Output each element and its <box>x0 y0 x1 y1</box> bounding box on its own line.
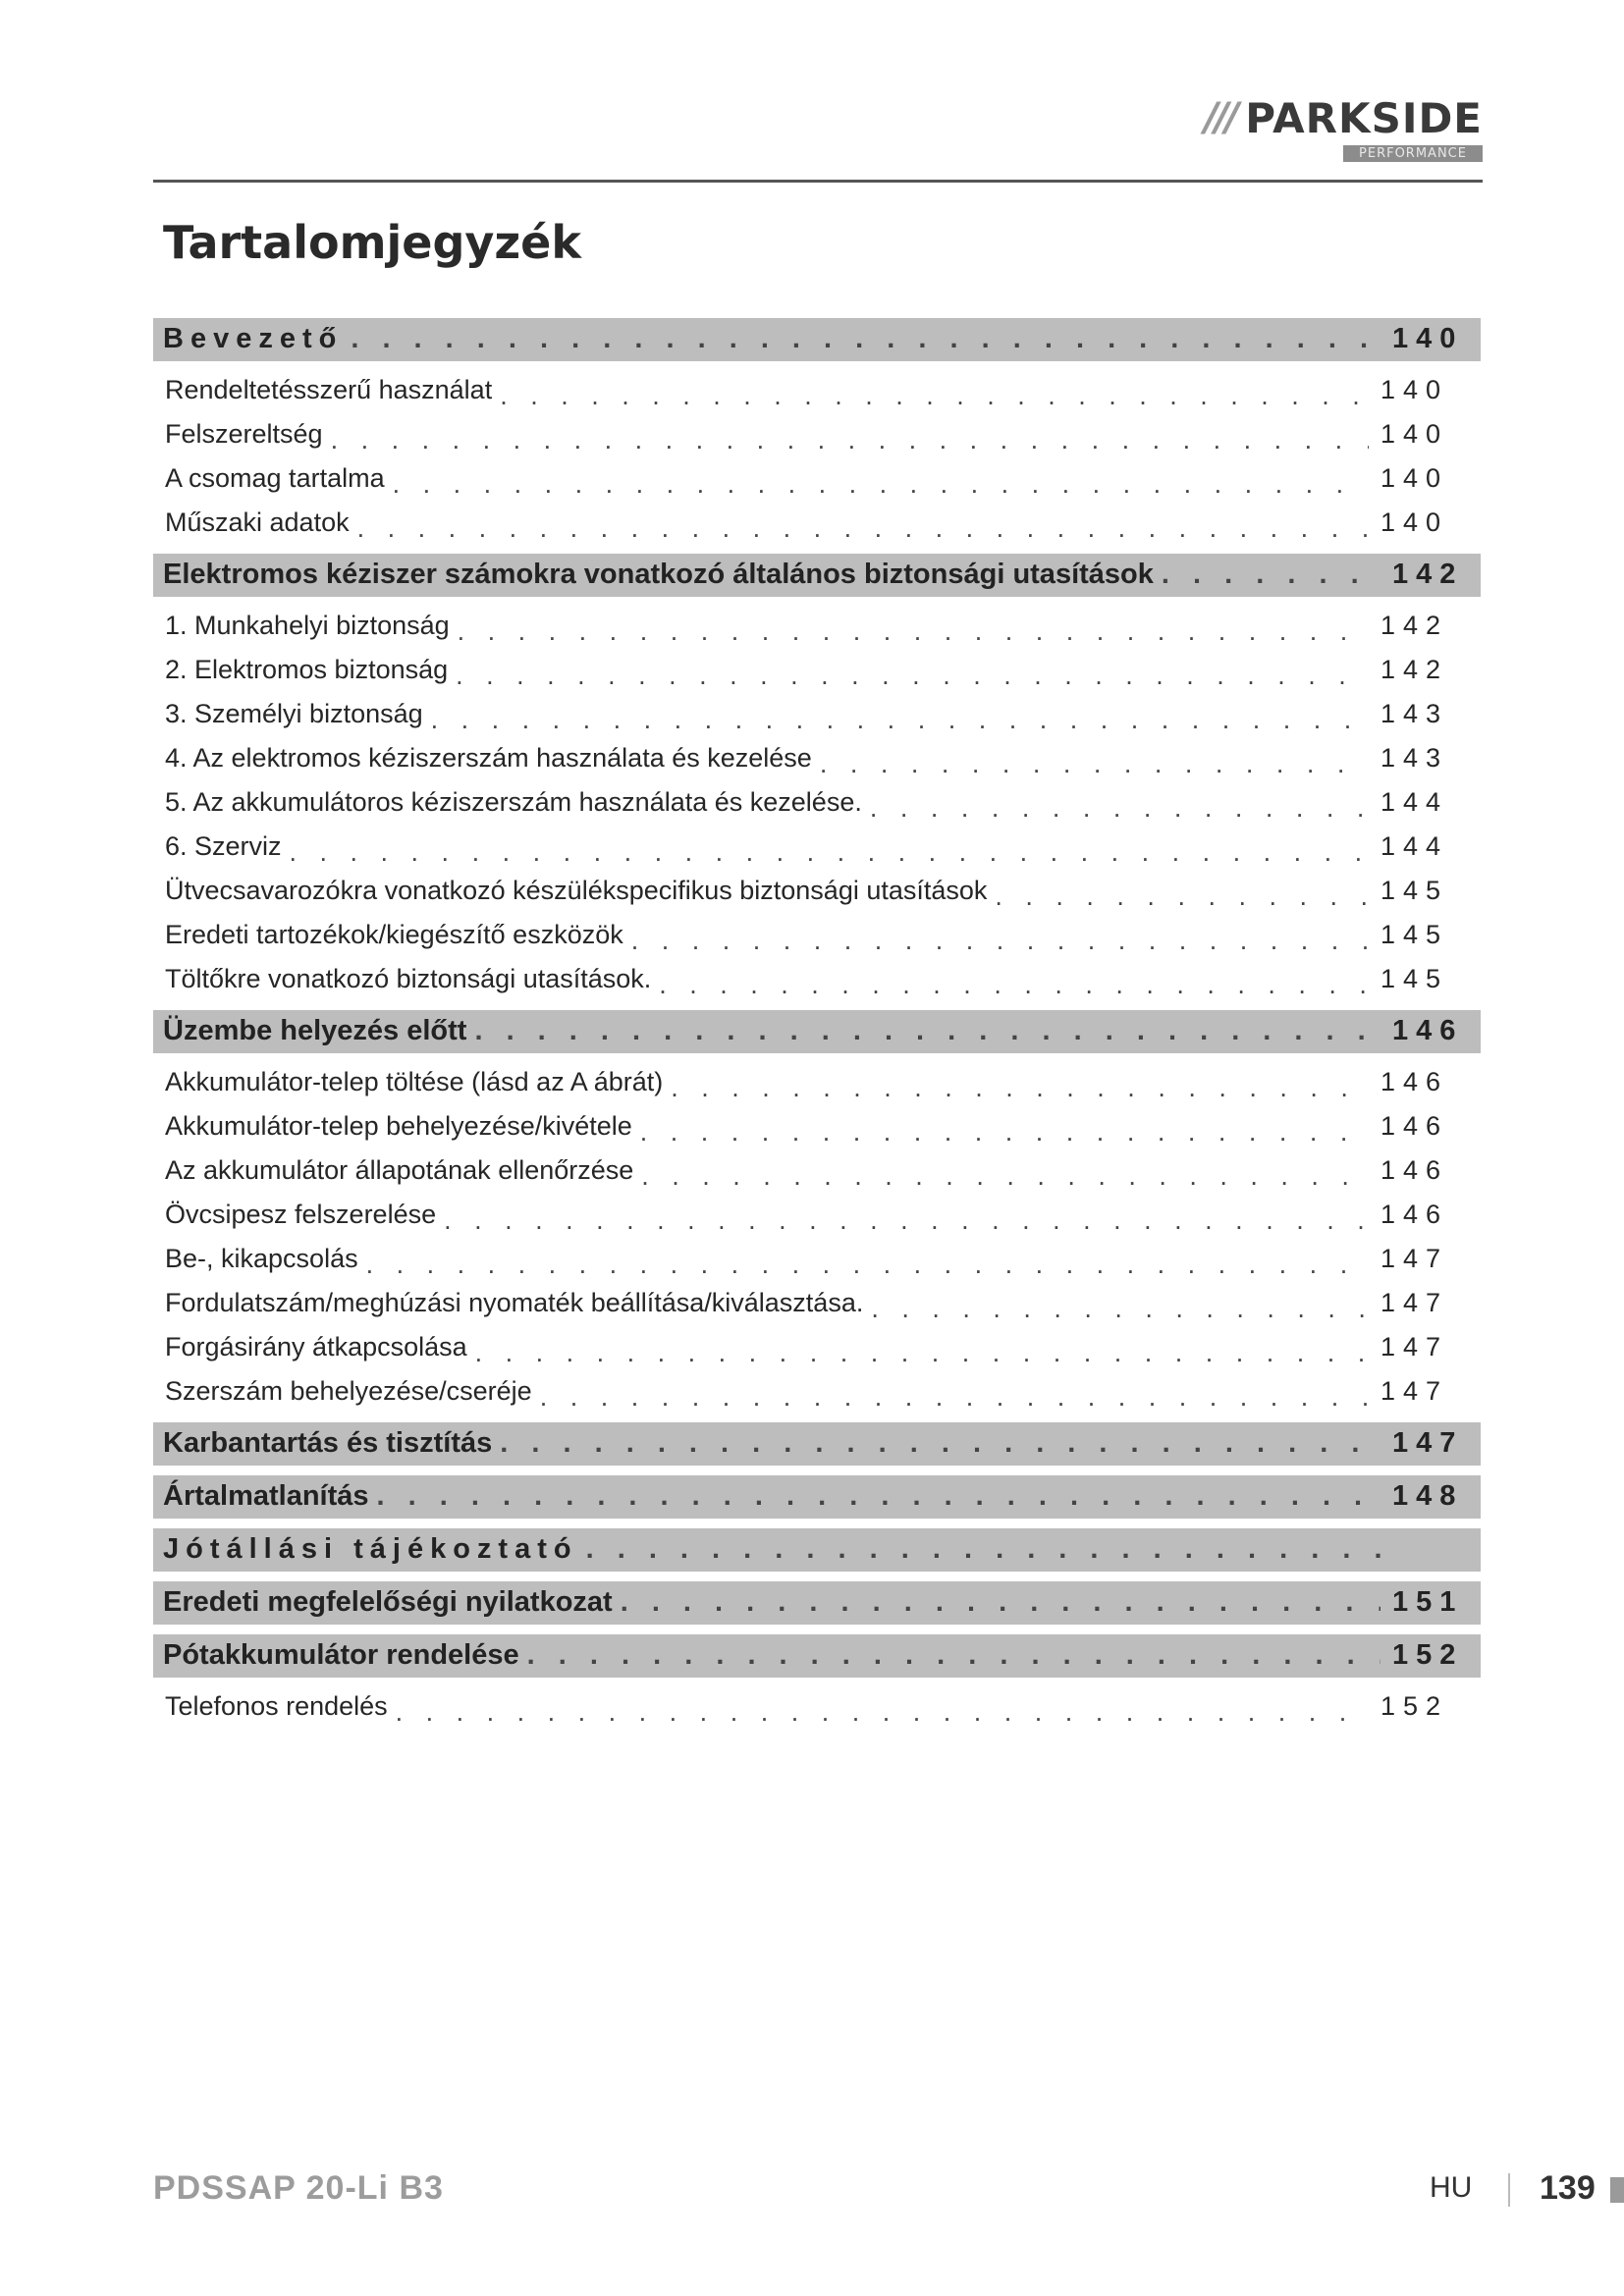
dot-leader <box>323 425 1369 455</box>
toc-entry-title: Karbantartás és tisztítás <box>163 1427 493 1459</box>
dot-leader <box>987 881 1369 912</box>
toc-entry-page: 145 <box>1380 920 1449 949</box>
toc-entry-page: 146 <box>1380 1200 1449 1229</box>
toc-item[interactable] <box>153 367 1489 411</box>
toc-entry-title: Szerszám behelyezése/cseréje <box>165 1376 532 1406</box>
toc-section[interactable] <box>153 1420 1481 1466</box>
toc-entry-title: Övcsipesz felszerelése <box>165 1200 437 1229</box>
toc-entry-page: 146 <box>1380 1111 1449 1141</box>
dot-leader <box>385 469 1369 500</box>
dot-leader <box>633 1161 1369 1192</box>
toc-entry-page: 148 <box>1392 1480 1464 1512</box>
toc-entry-title: 6. Szerviz <box>165 831 282 861</box>
toc-entry-page: 144 <box>1380 787 1449 817</box>
dot-leader <box>450 616 1369 647</box>
toc-entry-page: 143 <box>1380 699 1449 728</box>
toc-entry-page: 140 <box>1380 419 1449 449</box>
toc-section[interactable] <box>153 1579 1481 1625</box>
toc-section[interactable] <box>153 1526 1481 1572</box>
dot-leader <box>812 749 1369 779</box>
toc-item[interactable] <box>153 1324 1489 1368</box>
toc-item[interactable] <box>153 500 1489 544</box>
toc-entry-page: 142 <box>1380 611 1449 640</box>
toc-item[interactable] <box>153 779 1489 824</box>
toc-entry-page: 142 <box>1380 655 1449 684</box>
dot-leader <box>632 1117 1369 1148</box>
toc-entry-title: Telefonos rendelés <box>165 1691 388 1721</box>
dot-leader <box>343 323 1380 361</box>
toc-item[interactable] <box>153 1683 1489 1728</box>
toc-entry-page: 142 <box>1392 559 1464 590</box>
toc-entry-page: 143 <box>1380 743 1449 773</box>
toc-entry-title: Rendeltetésszerű használat <box>165 375 493 404</box>
page-number: 139 <box>1540 2169 1596 2207</box>
dot-leader <box>282 837 1369 868</box>
toc-item[interactable] <box>153 603 1489 647</box>
toc-entry-page: 146 <box>1380 1155 1449 1185</box>
dot-leader <box>863 1294 1369 1324</box>
toc-section[interactable] <box>153 1632 1481 1678</box>
header-divider <box>153 180 1483 183</box>
toc-entry-title: Az akkumulátor állapotának ellenőrzése <box>165 1155 634 1185</box>
toc-item[interactable] <box>153 868 1489 912</box>
toc-entry-title: 5. Az akkumulátoros kéziszerszám használata és kezelése. <box>165 787 862 817</box>
toc-entry-title: Ütvecsavarozókra vonatkozó készülékspecifikus biztonsági utasítások <box>165 876 988 905</box>
toc-item[interactable] <box>153 647 1489 691</box>
toc-item[interactable] <box>153 411 1489 455</box>
dot-leader <box>1154 559 1380 597</box>
toc-entry-title: Eredeti megfelelőségi nyilatkozat <box>163 1586 613 1618</box>
toc-item[interactable] <box>153 1236 1489 1280</box>
page-title: Tartalomjegyzék <box>163 216 581 269</box>
toc-item[interactable] <box>153 1103 1489 1148</box>
toc-entry-page <box>1380 1566 1481 1572</box>
dot-leader <box>358 1250 1369 1280</box>
toc-entry-title: Töltőkre vonatkozó biztonsági utasítások. <box>165 964 652 993</box>
toc-entry-page: 140 <box>1380 463 1449 493</box>
toc-entry-title: Eredeti tartozékok/kiegészítő eszközök <box>165 920 623 949</box>
toc-entry-page: 140 <box>1392 323 1464 354</box>
toc-entry-title: Pótakkumulátor rendelése <box>163 1639 519 1671</box>
dot-leader <box>492 381 1369 411</box>
toc-item[interactable] <box>153 735 1489 779</box>
dot-leader <box>532 1382 1369 1413</box>
toc-entry-page: 140 <box>1380 375 1449 404</box>
table-of-contents <box>153 308 1489 1728</box>
page-footer <box>153 2169 1596 2213</box>
toc-item[interactable] <box>153 1192 1489 1236</box>
toc-item[interactable] <box>153 912 1489 956</box>
toc-entry-page: 147 <box>1380 1332 1449 1362</box>
toc-item[interactable] <box>153 691 1489 735</box>
toc-entry-page: 145 <box>1380 964 1449 993</box>
logo-subtitle: PERFORMANCE <box>1343 145 1483 162</box>
brand-logo <box>1198 94 1483 162</box>
toc-entry-title: 3. Személyi biztonság <box>165 699 423 728</box>
toc-section[interactable] <box>153 1008 1481 1053</box>
dot-leader <box>623 926 1369 956</box>
toc-entry-title: Jótállási tájékoztató <box>163 1533 578 1565</box>
dot-leader <box>369 1480 1380 1519</box>
footer-separator <box>1508 2173 1510 2207</box>
dot-leader <box>466 1015 1380 1053</box>
model-name: PDSSAP 20-Li B3 <box>153 2169 444 2207</box>
dot-leader <box>436 1205 1369 1236</box>
toc-item[interactable] <box>153 1148 1489 1192</box>
logo-slashes: /// <box>1204 95 1236 140</box>
toc-entry-page: 147 <box>1392 1427 1464 1459</box>
toc-entry-title: Műszaki adatok <box>165 507 350 537</box>
toc-entry-page: 146 <box>1392 1015 1464 1046</box>
toc-section[interactable] <box>153 1473 1481 1519</box>
toc-item[interactable] <box>153 455 1489 500</box>
toc-section[interactable] <box>153 552 1481 597</box>
dot-leader <box>578 1533 1380 1572</box>
dot-leader <box>613 1586 1380 1625</box>
dot-leader <box>350 513 1369 544</box>
dot-leader <box>423 705 1369 735</box>
toc-entry-title: Akkumulátor-telep töltése (lásd az A ábrát) <box>165 1067 664 1096</box>
toc-entry-title: Üzembe helyezés előtt <box>163 1015 467 1046</box>
toc-entry-title: 4. Az elektromos kéziszerszám használata és kezelése <box>165 743 812 773</box>
language-code: HU <box>1430 2171 1473 2204</box>
toc-entry-title: A csomag tartalma <box>165 463 385 493</box>
toc-entry-page: 146 <box>1380 1067 1449 1096</box>
dot-leader <box>388 1697 1369 1728</box>
dot-leader <box>663 1073 1369 1103</box>
toc-entry-title: Bevezető <box>163 323 344 354</box>
toc-entry-page: 140 <box>1380 507 1449 537</box>
toc-section[interactable] <box>153 316 1481 361</box>
toc-entry-page: 152 <box>1392 1639 1464 1671</box>
toc-item[interactable] <box>153 1059 1489 1103</box>
toc-entry-title: 1. Munkahelyi biztonság <box>165 611 450 640</box>
dot-leader <box>862 793 1369 824</box>
toc-item[interactable] <box>153 1280 1489 1324</box>
toc-item[interactable] <box>153 956 1489 1000</box>
dot-leader <box>519 1639 1380 1678</box>
dot-leader <box>651 970 1369 1000</box>
toc-entry-page: 151 <box>1392 1586 1464 1618</box>
toc-entry-title: Akkumulátor-telep behelyezése/kivétele <box>165 1111 632 1141</box>
logo-name: PARKSIDE <box>1245 93 1483 142</box>
toc-item[interactable] <box>153 1368 1489 1413</box>
dot-leader <box>467 1338 1369 1368</box>
toc-entry-title: Elektromos kéziszer számokra vonatkozó általános biztonsági utasítások <box>163 559 1154 590</box>
toc-entry-title: Ártalmatlanítás <box>163 1480 369 1512</box>
toc-entry-page: 144 <box>1380 831 1449 861</box>
dot-leader <box>448 661 1369 691</box>
toc-entry-title: Felszereltség <box>165 419 323 449</box>
toc-entry-title: Forgásirány átkapcsolása <box>165 1332 467 1362</box>
toc-entry-title: Be-, kikapcsolás <box>165 1244 358 1273</box>
dot-leader <box>492 1427 1380 1466</box>
toc-entry-page: 145 <box>1380 876 1449 905</box>
toc-entry-page: 147 <box>1380 1244 1449 1273</box>
toc-entry-page: 147 <box>1380 1376 1449 1406</box>
toc-item[interactable] <box>153 824 1489 868</box>
square-marker-icon <box>1610 2177 1624 2203</box>
toc-entry-title: Fordulatszám/meghúzási nyomaték beállítása/kiválasztása. <box>165 1288 864 1317</box>
toc-entry-page: 147 <box>1380 1288 1449 1317</box>
toc-entry-title: 2. Elektromos biztonság <box>165 655 449 684</box>
toc-entry-page: 152 <box>1380 1691 1449 1721</box>
